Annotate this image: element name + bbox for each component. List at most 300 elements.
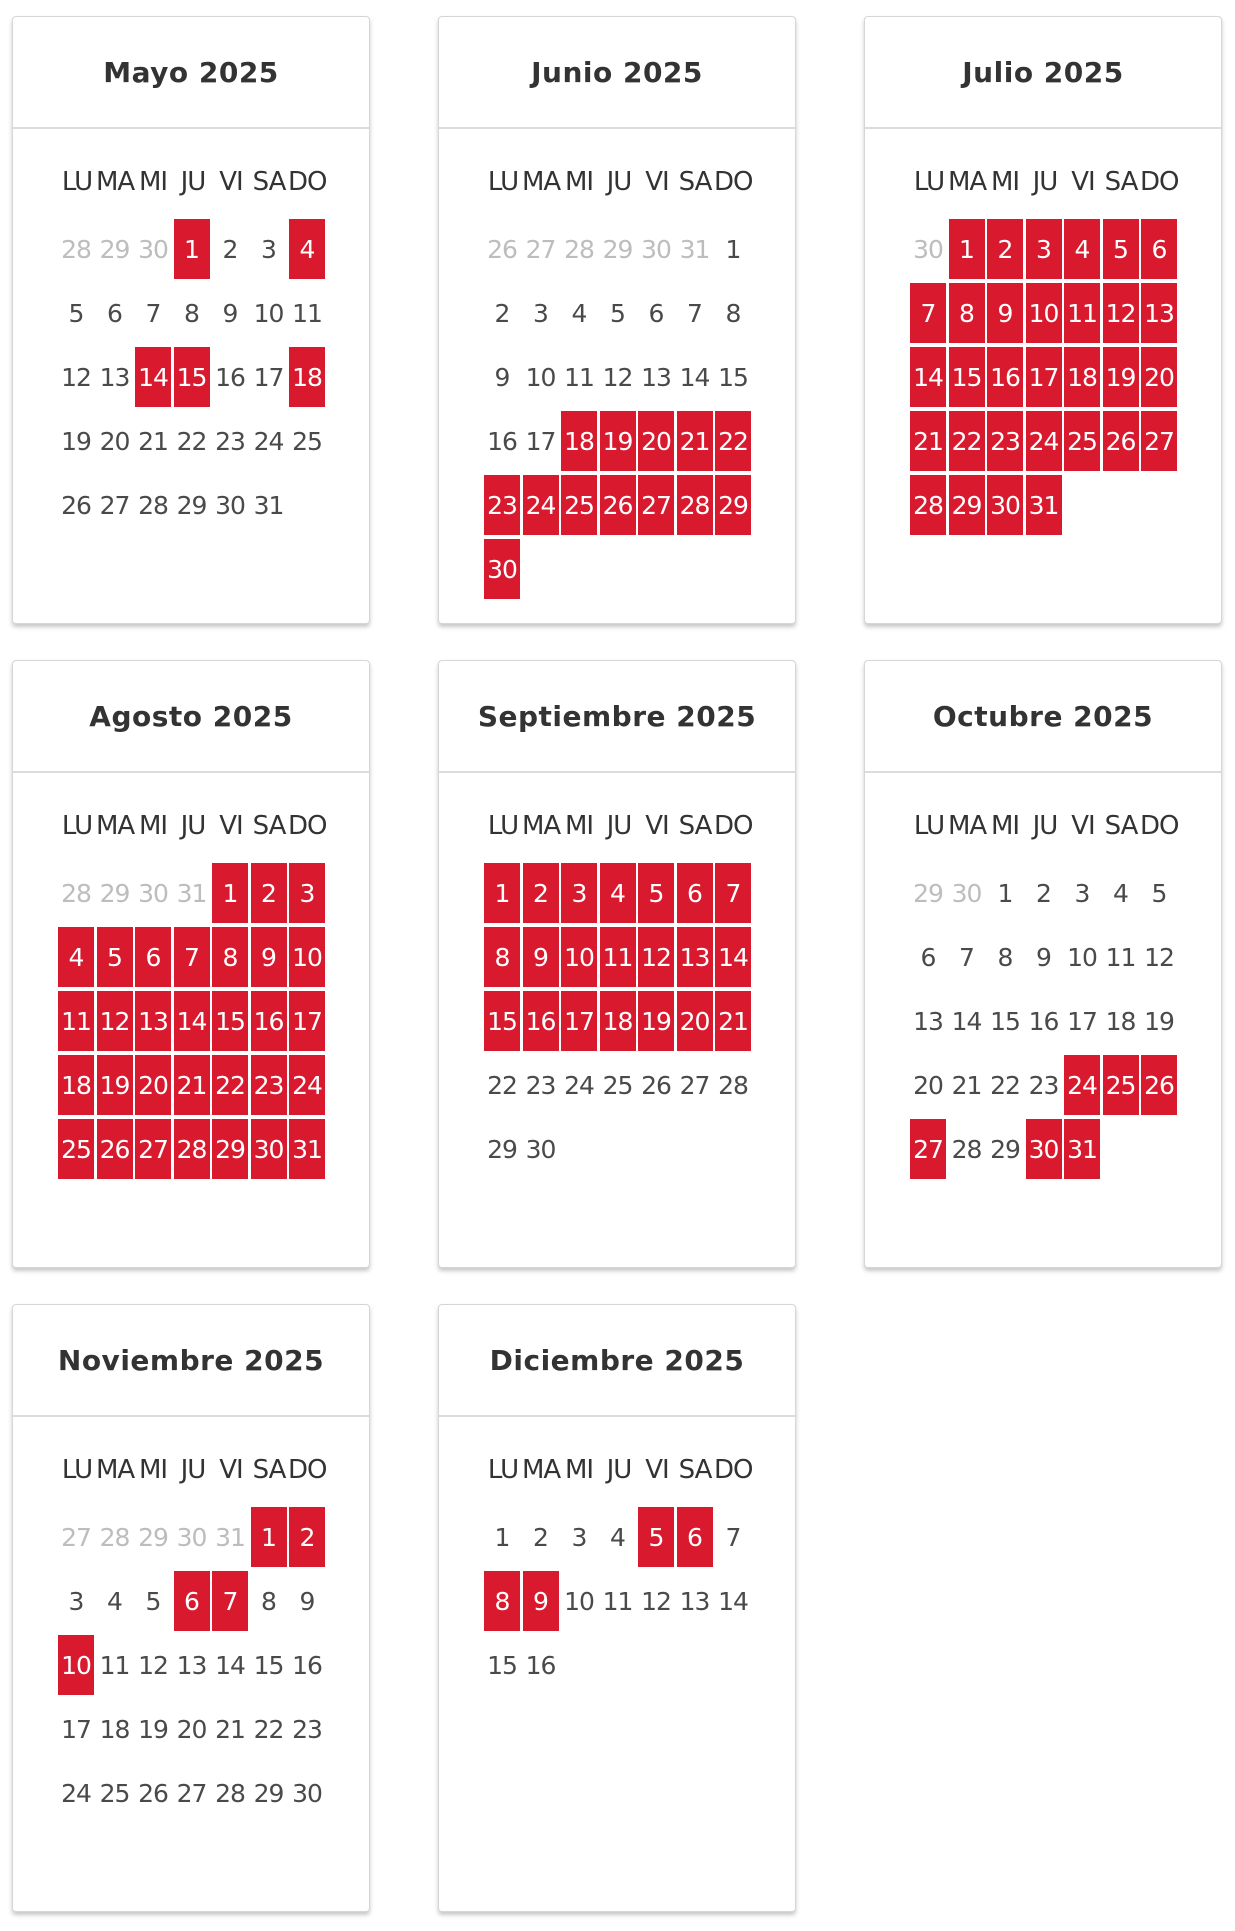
calendar-day[interactable]: 14	[215, 1650, 245, 1680]
highlighted-day[interactable]: 6	[677, 863, 713, 923]
weekday-label: LU	[61, 167, 93, 197]
highlighted-day[interactable]: 15	[174, 347, 210, 407]
calendar-day[interactable]: 3	[68, 1586, 84, 1616]
calendar-day[interactable]: 7	[687, 298, 702, 328]
calendar-day[interactable]: 13	[176, 1650, 207, 1680]
calendar-day[interactable]: 29	[487, 1134, 517, 1164]
highlighted-day[interactable]: 2	[251, 863, 287, 923]
calendar-day[interactable]: 14	[679, 362, 710, 392]
highlighted-day[interactable]: 6	[1141, 219, 1177, 279]
highlighted-day[interactable]: 17	[561, 991, 597, 1051]
outside-month-day[interactable]: 29	[602, 234, 633, 264]
calendar-day[interactable]: 11	[99, 1650, 130, 1680]
calendar-day[interactable]: 8	[261, 1586, 276, 1616]
highlighted-day[interactable]: 23	[987, 411, 1023, 471]
calendar-day[interactable]: 19	[61, 426, 91, 456]
highlighted-day[interactable]: 27	[910, 1119, 946, 1179]
highlighted-day[interactable]: 28	[174, 1119, 210, 1179]
highlighted-day[interactable]: 6	[135, 927, 171, 987]
outside-month-day[interactable]: 31	[679, 234, 710, 264]
outside-month-day[interactable]: 31	[215, 1522, 245, 1552]
weekday-label: JU	[606, 167, 632, 197]
calendar-day[interactable]: 5	[68, 298, 84, 328]
highlighted-day[interactable]: 24	[523, 475, 559, 535]
highlighted-day[interactable]: 31	[289, 1119, 325, 1179]
calendar-day[interactable]: 1	[725, 234, 741, 264]
calendar-day[interactable]: 15	[487, 1650, 517, 1680]
calendar-day[interactable]: 11	[564, 362, 594, 392]
calendar-day[interactable]: 10	[564, 1586, 594, 1616]
highlighted-day[interactable]: 9	[523, 927, 559, 987]
highlighted-day[interactable]: 21	[910, 411, 946, 471]
calendar-day[interactable]: 2	[494, 298, 510, 328]
outside-month-day[interactable]: 27	[525, 234, 556, 264]
calendar-day[interactable]: 22	[176, 426, 207, 456]
highlighted-day[interactable]: 9	[523, 1571, 559, 1631]
calendar-day[interactable]: 25	[99, 1778, 130, 1808]
outside-month-day[interactable]: 28	[61, 234, 91, 264]
calendar-day[interactable]: 29	[176, 490, 207, 520]
highlighted-day[interactable]: 7	[212, 1571, 248, 1631]
calendar-day[interactable]: 5	[145, 1586, 161, 1616]
highlighted-day[interactable]: 26	[600, 475, 636, 535]
calendar-day[interactable]: 19	[1144, 1006, 1174, 1036]
day-grid	[484, 219, 754, 599]
highlighted-day[interactable]: 18	[58, 1055, 94, 1115]
highlighted-day[interactable]: 8	[949, 283, 985, 343]
calendar-day[interactable]: 28	[138, 490, 168, 520]
highlighted-day[interactable]: 7	[910, 283, 946, 343]
calendar-day[interactable]: 6	[648, 298, 664, 328]
weekday-label: SA	[678, 811, 712, 841]
highlighted-day[interactable]: 19	[97, 1055, 133, 1115]
highlighted-day[interactable]: 3	[289, 863, 325, 923]
weekday-label: SA	[1104, 167, 1138, 197]
calendar-day[interactable]: 19	[138, 1714, 168, 1744]
highlighted-day[interactable]: 17	[1026, 347, 1062, 407]
calendar-day[interactable]: 22	[253, 1714, 284, 1744]
calendar-day[interactable]: 8	[997, 942, 1013, 972]
weekday-label: JU	[180, 167, 206, 197]
highlighted-day[interactable]: 1	[949, 219, 985, 279]
highlighted-day[interactable]: 8	[484, 927, 520, 987]
highlighted-day[interactable]: 18	[561, 411, 597, 471]
highlighted-day[interactable]: 11	[1064, 283, 1100, 343]
calendar-day[interactable]: 12	[641, 1586, 671, 1616]
calendar-day[interactable]: 7	[959, 942, 974, 972]
calendar-day[interactable]: 3	[571, 1522, 587, 1552]
calendar-day[interactable]: 4	[571, 298, 587, 328]
highlighted-day[interactable]: 6	[174, 1571, 210, 1631]
calendar-day[interactable]: 27	[176, 1778, 207, 1808]
calendar-day[interactable]: 11	[292, 298, 322, 328]
highlighted-day[interactable]: 1	[251, 1507, 287, 1567]
highlighted-day[interactable]: 8	[212, 927, 248, 987]
calendar-day[interactable]: 8	[184, 298, 199, 328]
calendar-day[interactable]: 24	[253, 426, 284, 456]
highlighted-day[interactable]: 24	[1026, 411, 1062, 471]
calendar-day[interactable]: 27	[679, 1070, 710, 1100]
highlighted-day[interactable]: 23	[484, 475, 520, 535]
calendar-day[interactable]: 2	[533, 1522, 548, 1552]
outside-month-day[interactable]: 29	[138, 1522, 168, 1552]
weekday-label: LU	[487, 811, 519, 841]
calendar-day[interactable]: 26	[138, 1778, 168, 1808]
highlighted-day[interactable]: 3	[561, 863, 597, 923]
outside-month-day[interactable]: 30	[138, 878, 168, 908]
weekday-label: DO	[1140, 167, 1179, 197]
highlighted-day[interactable]: 24	[1064, 1055, 1100, 1115]
outside-month-day[interactable]: 27	[61, 1522, 91, 1552]
highlighted-day[interactable]: 4	[58, 927, 94, 987]
highlighted-day[interactable]: 11	[600, 927, 636, 987]
calendar-day[interactable]: 9	[1036, 942, 1051, 972]
highlighted-day[interactable]: 21	[677, 411, 713, 471]
calendar-day[interactable]: 12	[602, 362, 633, 392]
weekday-header	[910, 167, 1180, 199]
outside-month-day[interactable]: 30	[641, 234, 671, 264]
highlighted-day[interactable]: 19	[600, 411, 636, 471]
calendar-day[interactable]: 17	[1067, 1006, 1097, 1036]
calendar-day[interactable]: 16	[525, 1650, 556, 1680]
highlighted-day[interactable]: 27	[638, 475, 674, 535]
highlighted-day[interactable]: 14	[174, 991, 210, 1051]
highlighted-day[interactable]: 14	[715, 927, 751, 987]
highlighted-day[interactable]: 14	[910, 347, 946, 407]
highlighted-day[interactable]: 15	[949, 347, 985, 407]
calendar-day[interactable]: 11	[1105, 942, 1136, 972]
calendar-day[interactable]: 17	[525, 426, 556, 456]
calendar-day[interactable]: 15	[718, 362, 748, 392]
calendar-day[interactable]: 1	[997, 878, 1013, 908]
weekday-label: DO	[1140, 811, 1179, 841]
month-title: Octubre 2025	[865, 661, 1221, 773]
weekday-label: VI	[1071, 167, 1095, 197]
weekday-label: JU	[180, 1455, 206, 1485]
highlighted-day[interactable]: 22	[949, 411, 985, 471]
highlighted-day[interactable]: 22	[715, 411, 751, 471]
highlighted-day[interactable]: 1	[174, 219, 210, 279]
highlighted-day[interactable]: 4	[1064, 219, 1100, 279]
highlighted-day[interactable]: 2	[523, 863, 559, 923]
highlighted-day[interactable]: 12	[97, 991, 133, 1051]
highlighted-day[interactable]: 29	[949, 475, 985, 535]
calendar-day[interactable]: 23	[525, 1070, 556, 1100]
weekday-label: LU	[913, 167, 945, 197]
calendar-day[interactable]: 20	[99, 426, 130, 456]
calendar-day[interactable]: 1	[494, 1522, 510, 1552]
calendar-day[interactable]: 15	[990, 1006, 1020, 1036]
highlighted-day[interactable]: 29	[715, 475, 751, 535]
outside-month-day[interactable]: 28	[99, 1522, 130, 1552]
highlighted-day[interactable]: 5	[638, 863, 674, 923]
calendar-day[interactable]: 3	[1074, 878, 1090, 908]
weekday-label: JU	[180, 811, 206, 841]
calendar-day[interactable]: 23	[292, 1714, 322, 1744]
calendar-day[interactable]: 3	[261, 234, 276, 264]
calendar-day[interactable]: 28	[718, 1070, 748, 1100]
day-grid	[58, 219, 328, 599]
calendar-day[interactable]: 9	[494, 362, 510, 392]
highlighted-day[interactable]: 2	[289, 1507, 325, 1567]
outside-month-day[interactable]: 31	[176, 878, 207, 908]
calendar-day[interactable]: 7	[145, 298, 161, 328]
highlighted-day[interactable]: 12	[638, 927, 674, 987]
day-grid	[484, 863, 754, 1243]
calendar-day[interactable]: 3	[533, 298, 548, 328]
calendar-day[interactable]: 21	[951, 1070, 982, 1100]
outside-month-day[interactable]: 28	[564, 234, 594, 264]
highlighted-day[interactable]: 16	[987, 347, 1023, 407]
outside-month-day[interactable]: 28	[61, 878, 91, 908]
weekday-label: SA	[252, 1455, 286, 1485]
highlighted-day[interactable]: 7	[715, 863, 751, 923]
weekday-label: VI	[219, 167, 243, 197]
highlighted-day[interactable]: 26	[1141, 1055, 1177, 1115]
calendar-day[interactable]: 8	[725, 298, 741, 328]
calendar-day[interactable]: 28	[951, 1134, 982, 1164]
weekday-header	[58, 1455, 328, 1487]
outside-month-day[interactable]: 29	[99, 234, 130, 264]
highlighted-day[interactable]: 5	[1103, 219, 1139, 279]
calendar-day[interactable]: 29	[990, 1134, 1020, 1164]
highlighted-day[interactable]: 11	[58, 991, 94, 1051]
calendar-day[interactable]: 24	[61, 1778, 91, 1808]
highlighted-day[interactable]: 2	[987, 219, 1023, 279]
highlighted-day[interactable]: 15	[484, 991, 520, 1051]
calendar-day[interactable]: 13	[913, 1006, 943, 1036]
highlighted-day[interactable]: 19	[1103, 347, 1139, 407]
highlighted-day[interactable]: 5	[638, 1507, 674, 1567]
calendar-day[interactable]: 26	[61, 490, 91, 520]
calendar-day[interactable]: 16	[1028, 1006, 1059, 1036]
calendar-day[interactable]: 5	[610, 298, 625, 328]
calendar-day[interactable]: 6	[920, 942, 936, 972]
highlighted-day[interactable]: 28	[910, 475, 946, 535]
calendar-day[interactable]: 24	[564, 1070, 594, 1100]
weekday-header	[910, 811, 1180, 843]
highlighted-day[interactable]: 10	[58, 1635, 94, 1695]
month-title: Junio 2025	[439, 17, 795, 129]
highlighted-day[interactable]: 8	[484, 1571, 520, 1631]
highlighted-day[interactable]: 23	[251, 1055, 287, 1115]
outside-month-day[interactable]: 29	[913, 878, 943, 908]
highlighted-day[interactable]: 18	[600, 991, 636, 1051]
highlighted-day[interactable]: 18	[1064, 347, 1100, 407]
month-title: Noviembre 2025	[13, 1305, 369, 1417]
weekday-label: MA	[522, 167, 561, 197]
calendar-day[interactable]: 18	[1105, 1006, 1136, 1036]
highlighted-day[interactable]: 10	[561, 927, 597, 987]
calendar-day[interactable]: 18	[99, 1714, 130, 1744]
weekday-label: MI	[138, 811, 168, 841]
weekday-label: SA	[678, 167, 712, 197]
calendar-day[interactable]: 4	[610, 1522, 625, 1552]
highlighted-day[interactable]: 1	[484, 863, 520, 923]
calendar-day[interactable]: 17	[253, 362, 284, 392]
calendar-day[interactable]: 20	[176, 1714, 207, 1744]
calendar-day[interactable]: 15	[253, 1650, 284, 1680]
calendar-day[interactable]: 9	[222, 298, 238, 328]
calendar-day[interactable]: 10	[525, 362, 556, 392]
calendar-day[interactable]: 9	[299, 1586, 315, 1616]
highlighted-day[interactable]: 13	[677, 927, 713, 987]
highlighted-day[interactable]: 3	[1026, 219, 1062, 279]
highlighted-day[interactable]: 19	[638, 991, 674, 1051]
highlighted-day[interactable]: 9	[987, 283, 1023, 343]
weekday-label: DO	[714, 1455, 753, 1485]
calendar-day[interactable]: 2	[222, 234, 238, 264]
calendar-day[interactable]: 22	[990, 1070, 1020, 1100]
weekday-header	[58, 167, 328, 199]
highlighted-day[interactable]: 16	[523, 991, 559, 1051]
highlighted-day[interactable]: 30	[484, 539, 520, 599]
calendar-day[interactable]: 17	[61, 1714, 91, 1744]
highlighted-day[interactable]: 10	[1026, 283, 1062, 343]
calendar-day[interactable]: 23	[1028, 1070, 1059, 1100]
highlighted-day[interactable]: 27	[135, 1119, 171, 1179]
calendar-day[interactable]: 14	[718, 1586, 748, 1616]
calendar-day[interactable]: 16	[487, 426, 517, 456]
highlighted-day[interactable]: 4	[289, 219, 325, 279]
highlighted-day[interactable]: 13	[135, 991, 171, 1051]
highlighted-day[interactable]: 12	[1103, 283, 1139, 343]
highlighted-day[interactable]: 14	[135, 347, 171, 407]
calendar-day[interactable]: 2	[1036, 878, 1051, 908]
highlighted-day[interactable]: 25	[58, 1119, 94, 1179]
highlighted-day[interactable]: 6	[677, 1507, 713, 1567]
highlighted-day[interactable]: 20	[677, 991, 713, 1051]
calendar-day[interactable]: 30	[292, 1778, 322, 1808]
calendar-day[interactable]: 26	[641, 1070, 671, 1100]
highlighted-day[interactable]: 25	[1064, 411, 1100, 471]
calendar-day[interactable]: 14	[951, 1006, 982, 1036]
highlighted-day[interactable]: 13	[1141, 283, 1177, 343]
calendar-day[interactable]: 12	[1144, 942, 1174, 972]
highlighted-day[interactable]: 26	[97, 1119, 133, 1179]
weekday-label: DO	[288, 167, 327, 197]
calendar-day[interactable]: 30	[215, 490, 245, 520]
weekday-label: LU	[61, 1455, 93, 1485]
highlighted-day[interactable]: 16	[251, 991, 287, 1051]
day-grid	[910, 219, 1180, 599]
highlighted-day[interactable]: 4	[600, 863, 636, 923]
calendar-day[interactable]: 4	[107, 1586, 122, 1616]
highlighted-day[interactable]: 20	[135, 1055, 171, 1115]
highlighted-day[interactable]: 10	[289, 927, 325, 987]
weekday-header	[484, 811, 754, 843]
highlighted-day[interactable]: 31	[1064, 1119, 1100, 1179]
calendar-day[interactable]: 16	[292, 1650, 322, 1680]
highlighted-day[interactable]: 9	[251, 927, 287, 987]
weekday-label: DO	[288, 811, 327, 841]
highlighted-day[interactable]: 21	[715, 991, 751, 1051]
outside-month-day[interactable]: 26	[487, 234, 517, 264]
outside-month-day[interactable]: 30	[913, 234, 943, 264]
weekday-label: SA	[252, 167, 286, 197]
calendar-day[interactable]: 23	[215, 426, 245, 456]
calendar-day[interactable]: 13	[99, 362, 130, 392]
calendar-day[interactable]: 10	[1067, 942, 1097, 972]
weekday-label: LU	[913, 811, 945, 841]
calendar-day[interactable]: 5	[1151, 878, 1167, 908]
month-title: Agosto 2025	[13, 661, 369, 773]
calendar-day[interactable]: 21	[138, 426, 168, 456]
calendar-day[interactable]: 25	[292, 426, 322, 456]
highlighted-day[interactable]: 1	[212, 863, 248, 923]
weekday-label: LU	[487, 167, 519, 197]
highlighted-day[interactable]: 26	[1103, 411, 1139, 471]
weekday-label: LU	[487, 1455, 519, 1485]
highlighted-day[interactable]: 24	[289, 1055, 325, 1115]
calendar-day[interactable]: 10	[253, 298, 284, 328]
highlighted-day[interactable]: 7	[174, 927, 210, 987]
calendar-day[interactable]: 12	[138, 1650, 168, 1680]
highlighted-day[interactable]: 27	[1141, 411, 1177, 471]
calendar-day[interactable]: 20	[913, 1070, 943, 1100]
day-grid	[58, 863, 328, 1243]
calendar-day[interactable]: 16	[215, 362, 245, 392]
highlighted-day[interactable]: 29	[212, 1119, 248, 1179]
outside-month-day[interactable]: 30	[138, 234, 168, 264]
highlighted-day[interactable]: 25	[1103, 1055, 1139, 1115]
weekday-label: MI	[138, 167, 168, 197]
weekday-header	[484, 167, 754, 199]
calendar-day[interactable]: 27	[99, 490, 130, 520]
outside-month-day[interactable]: 30	[176, 1522, 207, 1552]
weekday-label: LU	[61, 811, 93, 841]
calendar-day[interactable]: 22	[487, 1070, 517, 1100]
highlighted-day[interactable]: 20	[1141, 347, 1177, 407]
calendar-day[interactable]: 13	[641, 362, 671, 392]
weekday-label: DO	[714, 811, 753, 841]
month-calendar	[438, 16, 796, 624]
calendar-day[interactable]: 11	[602, 1586, 633, 1616]
month-calendar	[438, 1304, 796, 1912]
highlighted-day[interactable]: 25	[561, 475, 597, 535]
calendar-day[interactable]: 21	[215, 1714, 245, 1744]
highlighted-day[interactable]: 21	[174, 1055, 210, 1115]
calendar-day[interactable]: 6	[107, 298, 122, 328]
highlighted-day[interactable]: 31	[1026, 475, 1062, 535]
highlighted-day[interactable]: 17	[289, 991, 325, 1051]
calendar-day[interactable]: 25	[602, 1070, 633, 1100]
highlighted-day[interactable]: 18	[289, 347, 325, 407]
calendar-day[interactable]: 4	[1113, 878, 1128, 908]
weekday-label: JU	[606, 811, 632, 841]
outside-month-day[interactable]: 29	[99, 878, 130, 908]
outside-month-day[interactable]: 30	[951, 878, 982, 908]
calendar-day[interactable]: 31	[253, 490, 284, 520]
highlighted-day[interactable]: 22	[212, 1055, 248, 1115]
calendar-day[interactable]: 29	[253, 1778, 284, 1808]
calendar-day[interactable]: 12	[61, 362, 91, 392]
month-title: Julio 2025	[865, 17, 1221, 129]
calendar-day[interactable]: 7	[725, 1522, 741, 1552]
weekday-label: MA	[948, 167, 987, 197]
highlighted-day[interactable]: 5	[97, 927, 133, 987]
highlighted-day[interactable]: 30	[1026, 1119, 1062, 1179]
highlighted-day[interactable]: 15	[212, 991, 248, 1051]
highlighted-day[interactable]: 30	[987, 475, 1023, 535]
highlighted-day[interactable]: 20	[638, 411, 674, 471]
calendar-day[interactable]: 28	[215, 1778, 245, 1808]
highlighted-day[interactable]: 30	[251, 1119, 287, 1179]
highlighted-day[interactable]: 28	[677, 475, 713, 535]
weekday-label: JU	[606, 1455, 632, 1485]
calendar-day[interactable]: 30	[525, 1134, 556, 1164]
calendar-day[interactable]: 13	[679, 1586, 710, 1616]
